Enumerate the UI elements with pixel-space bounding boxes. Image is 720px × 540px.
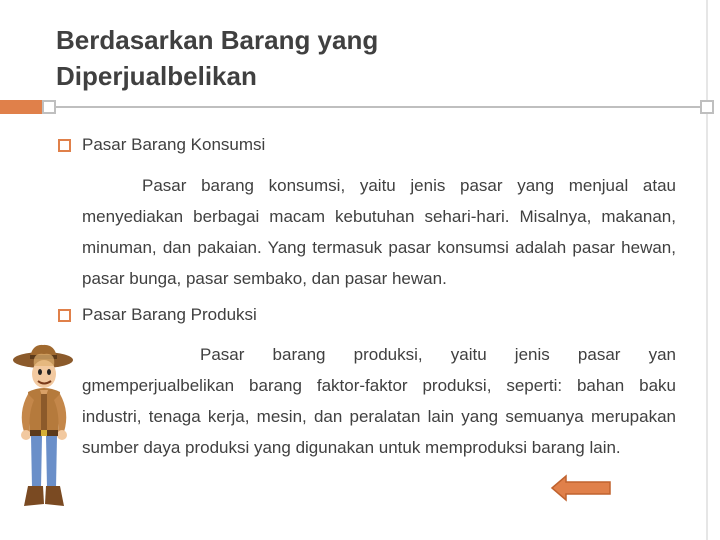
slide-title [56, 22, 656, 94]
title-rule-line [42, 106, 706, 108]
section-body-consumer [82, 170, 676, 294]
section-body-production [82, 339, 676, 463]
right-divider-line [706, 0, 708, 540]
section-heading-consumer [58, 135, 265, 155]
square-bullet-icon [58, 139, 71, 152]
square-bullet-icon [58, 309, 71, 322]
section-heading-production [58, 305, 257, 325]
section-body-text: Pasar barang konsumsi, yaitu jenis pasar yang menjual atau menyediakan berbagai macam kebutuhan sehari-hari. Misalnya, makanan, minuman, dan pakaian. Yang termasuk pasar konsumsi adalah pasar hewan, pasar bunga, pasar sembako, dan pasar hewan. [82, 176, 676, 288]
back-arrow-icon[interactable] [550, 474, 612, 502]
accent-bar [0, 100, 42, 114]
section-heading-label: Pasar Barang Konsumsi [82, 135, 266, 154]
slide-title-line-2: Diperjualbelikan [56, 61, 257, 91]
cowboy-character-icon [10, 342, 80, 512]
section-heading-label: Pasar Barang Produksi [82, 305, 257, 324]
section-body-text: Pasar barang produksi, yaitu jenis pasar yan gmemperjualbelikan barang faktor-faktor produksi, seperti: bahan baku industri, tenaga kerja, mesin, dan peralatan lain yang semuanya merupakan sumber daya produksi yang digunakan untuk memproduksi barang lain. [82, 345, 676, 457]
rule-marker-right [700, 100, 714, 114]
rule-marker-left [42, 100, 56, 114]
slide-title-line-1: Berdasarkan Barang yang [56, 25, 379, 55]
